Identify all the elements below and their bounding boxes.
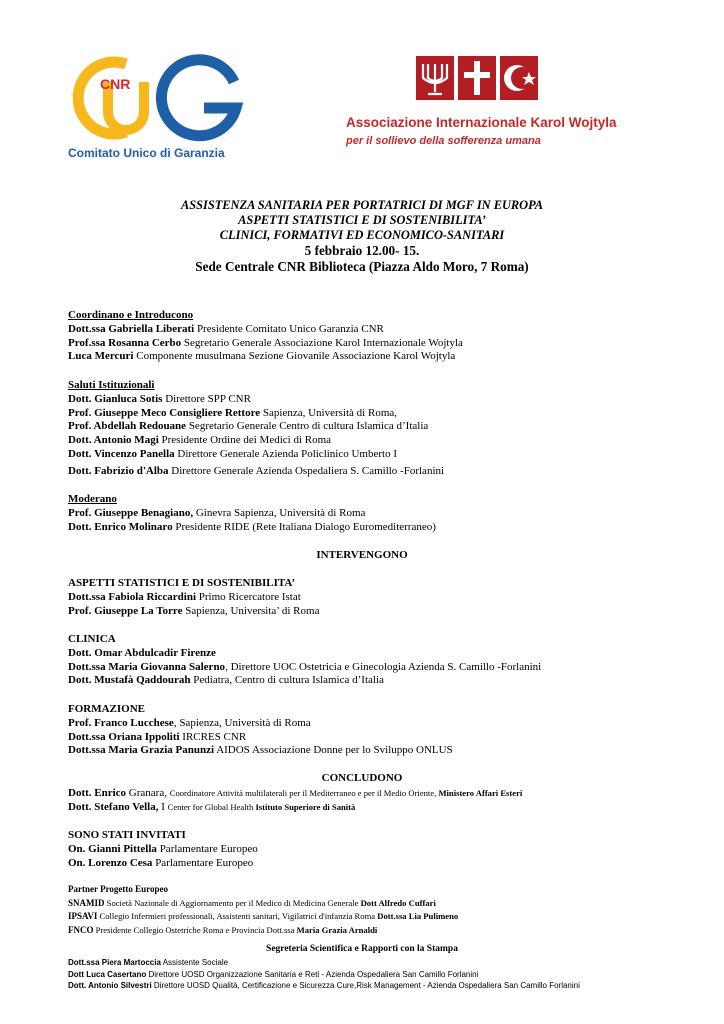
list-item: Dott.ssa Piera Martoccia Assistente Sociale — [68, 958, 229, 967]
list-item: Dott. Gianluca Sotis Direttore SPP CNR — [68, 392, 251, 405]
list-item: Dott. Stefano Vella, I Center for Global Health Istituto Superiore di Sanità — [68, 800, 356, 813]
coordinano-section — [68, 309, 463, 364]
list-item: Prof.ssa Rosanna Cerbo Segretario Generale Associazione Karol Internazionale Wojtyla — [68, 336, 463, 349]
list-item: Dott. Vincenzo Panella Direttore Generale Azienda Policlinico Umberto I — [68, 447, 398, 460]
list-item: Dott.ssa Gabriella Liberati Presidente Comitato Unico Garanzia CNR — [68, 322, 384, 335]
section-heading: Partner Progetto Europeo — [68, 884, 168, 894]
list-item: Dott.ssa Maria Giovanna Salerno, Direttore UOC Ostetricia e Ginecologia Azienda S. Camillo -Forlanini — [68, 660, 542, 673]
list-item: Prof. Giuseppe La Torre Sapienza, Universita’ di Roma — [68, 604, 320, 617]
partner-section — [68, 883, 458, 937]
karol-wojtyla-logo — [416, 56, 540, 102]
event-date: 5 febbraio 12.00- 15. — [304, 243, 420, 258]
moderano-section — [68, 493, 436, 534]
list-item: Prof. Giuseppe Meco Consigliere Rettore Sapienza, Università di Roma, — [68, 406, 398, 419]
saluti-section — [68, 379, 444, 479]
list-item: Dott. Fabrizio d'Alba Direttore Generale Azienda Ospedaliera S. Camillo -Forlanini — [68, 464, 445, 477]
segreteria-section — [68, 957, 580, 992]
association-name: Associazione Internazionale Karol Wojtyla — [346, 115, 617, 130]
section-heading: SONO STATI INVITATI — [68, 829, 186, 841]
list-item: Dott. Antonio Magi Presidente Ordine dei Medici di Roma — [68, 434, 332, 447]
list-item: Prof. Giuseppe Benagiano, Ginevra Sapienza, Università di Roma — [68, 506, 366, 519]
section-heading: CLINICA — [68, 633, 116, 645]
event-title-block — [60, 198, 664, 275]
title-line-2: ASPETTI STATISTICI E DI SOSTENIBILITA’ — [238, 213, 486, 227]
cug-logo-caption: Comitato Unico di Garanzia — [68, 146, 225, 160]
section-heading: Moderano — [68, 493, 117, 505]
list-item: FNCO Presidente Collegio Ostetriche Roma e Provincia Dott.ssa Maria Grazia Arnaldi — [68, 924, 378, 935]
list-item: Dott. Enrico Molinaro Presidente RIDE (Rete Italiana Dialogo Euromediterraneo) — [68, 520, 436, 533]
segreteria-heading: Segreteria Scientifica e Rapporti con la Stampa — [266, 944, 458, 954]
section-heading: Saluti Istituzionali — [68, 379, 155, 391]
list-item: Dott.ssa Fabiola Riccardini Primo Ricercatore Istat — [68, 590, 301, 603]
list-item: Dott. Mustafà Qaddourah Pediatra, Centro di cultura Islamica d’Italia — [68, 674, 384, 687]
list-item: Dott.ssa Oriana Ippoliti IRCRES CNR — [68, 730, 247, 743]
event-venue: Sede Centrale CNR Biblioteca (Piazza Aldo Moro, 7 Roma) — [195, 259, 529, 274]
list-item: Dott. Omar Abdulcadir Firenze — [68, 646, 216, 659]
clinica-section — [68, 633, 541, 688]
formazione-section — [68, 703, 453, 758]
intervengono-heading: INTERVENGONO — [316, 549, 408, 561]
list-item: Dott.ssa Maria Grazia Panunzi AIDOS Associazione Donne per lo Sviluppo ONLUS — [68, 744, 453, 757]
list-item: Dott. Antonio Silvestri Direttore UOSD Qualità, Certificazione e Sicurezza Cure,Risk Management - Azienda Ospedaliera San Camillo Forlanini — [68, 981, 580, 990]
list-item: SNAMID Società Nazionale di Aggiornamento per il Medico di Medicina Generale Dott Alfredo Cuffari — [68, 897, 436, 908]
invitati-section — [68, 829, 258, 870]
list-item: Luca Mercuri Componente musulmana Sezione Giovanile Associazione Karol Wojtyla — [68, 350, 456, 363]
concludono-heading: CONCLUDONO — [321, 772, 403, 784]
list-item: Prof. Abdellah Redouane Segretario Generale Centro di cultura Islamica d’Italia — [68, 420, 429, 433]
concludono-section — [68, 787, 522, 815]
title-line-3: CLINICI, FORMATIVI ED ECONOMICO-SANITARI — [219, 228, 505, 242]
section-heading: ASPETTI STATISTICI E DI SOSTENIBILITA’ — [68, 577, 296, 589]
section-heading: Coordinano e Introducono — [68, 309, 194, 321]
list-item: Dott Luca Casertano Direttore UOSD Organizzazione Sanitaria e Reti - Azienda Ospedaliera San Camillo Forlanini — [68, 969, 479, 979]
title-line-1: ASSISTENZA SANITARIA PER PORTATRICI DI MGF IN EUROPA — [180, 198, 544, 212]
aspetti-section — [68, 577, 319, 618]
list-item: Prof. Franco Lucchese, Sapienza, Università di Roma — [68, 716, 311, 729]
cug-cnr-logo — [64, 52, 244, 162]
list-item: On. Lorenzo Cesa Parlamentare Europeo — [68, 856, 254, 869]
cnr-logo-text: CNR — [100, 76, 131, 92]
association-subtitle: per il sollievo della sofferenza umana — [346, 135, 541, 147]
section-heading: FORMAZIONE — [68, 703, 145, 715]
list-item: On. Gianni Pittella Parlamentare Europeo — [68, 842, 258, 855]
list-item: IPSAVI Collegio Infermieri professionali, Assistenti sanitari, Vigilatrici d'infanzia Roma Dott.ssa Lia Pulimeno — [68, 911, 459, 921]
list-item: Dott. Enrico Granara, Coordinatore Attività multilaterali per il Mediterraneo e per il Medio Oriente, Ministero Affari Esteri — [68, 787, 523, 799]
